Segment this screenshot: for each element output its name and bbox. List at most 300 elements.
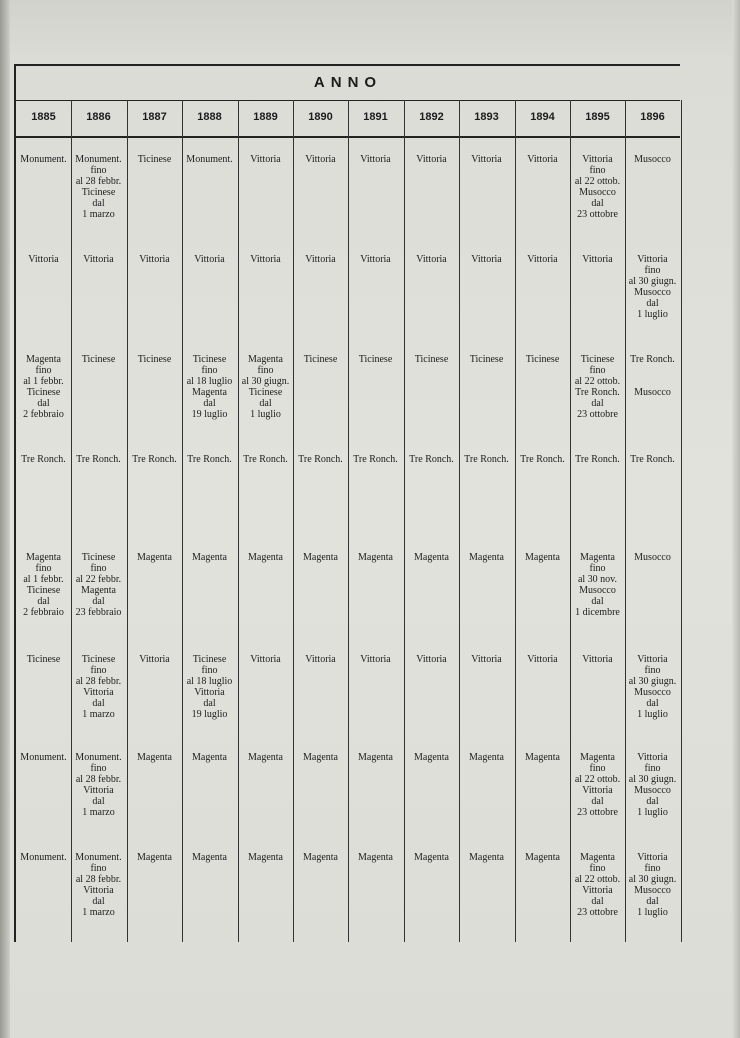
cell-line: dal [92, 596, 105, 607]
cell-line: Ticinese [137, 354, 172, 365]
table-cell [515, 552, 570, 563]
cell-line: Magenta [469, 852, 504, 863]
table-cell [238, 654, 293, 665]
cell-line: fino [589, 365, 606, 376]
table-cell [16, 852, 71, 863]
cell-line: al 28 febbr. [75, 176, 122, 187]
cell-line: Vittoria [28, 254, 59, 265]
column-rule [348, 100, 349, 942]
table-cell [127, 454, 182, 465]
cell-line: dal [259, 398, 272, 409]
cell-line: dal [646, 896, 659, 907]
cell-line: Vittoria [582, 785, 613, 796]
cell-line: Vittoria [471, 254, 502, 265]
cell-line: Magenta [469, 552, 504, 563]
cell-line: Tre Ronch. [630, 354, 675, 365]
cell-line: Ticinese [358, 354, 393, 365]
cell-line: Musocco [634, 885, 671, 896]
cell-line: Magenta [248, 752, 283, 763]
cell-line: dal [591, 398, 604, 409]
cell-line [625, 365, 680, 376]
cell-line: Magenta [192, 852, 227, 863]
table-cell [459, 454, 514, 465]
table-cell [71, 154, 126, 220]
cell-line: 19 luglio [191, 409, 228, 420]
cell-line: dal [92, 896, 105, 907]
table-cell [127, 654, 182, 665]
cell-line: dal [591, 198, 604, 209]
cell-line: fino [589, 763, 606, 774]
cell-line: Magenta [192, 752, 227, 763]
cell-line: al 28 febbr. [75, 874, 122, 885]
table-cell [625, 852, 680, 918]
year-header: 1886 [86, 111, 111, 123]
table-cell [348, 852, 403, 863]
cell-line: Tre Ronch. [520, 454, 565, 465]
table-cell [293, 454, 348, 465]
table-cell [293, 254, 348, 265]
table-cell [625, 552, 680, 563]
column-rule [515, 100, 516, 942]
table-cell [127, 552, 182, 563]
cell-line: 19 luglio [191, 709, 228, 720]
cell-line: Ticinese [26, 654, 61, 665]
cell-line: Magenta [137, 752, 172, 763]
cell-line: al 30 giugn. [628, 774, 677, 785]
cell-line: Vittoria [527, 654, 558, 665]
column-rule [681, 100, 682, 942]
table-cell [348, 752, 403, 763]
cell-line: al 28 febbr. [75, 676, 122, 687]
table-cell [570, 852, 625, 918]
cell-line: Magenta [358, 552, 393, 563]
cell-line: Vittoria [637, 254, 668, 265]
year-header: 1893 [474, 111, 499, 123]
column-rule [404, 100, 405, 942]
cell-line: Vittoria [139, 654, 170, 665]
cell-line: 1 dicembre [575, 607, 620, 618]
cell-line: Vittoria [527, 154, 558, 165]
table-cell [238, 552, 293, 563]
cell-line: fino [90, 563, 107, 574]
cell-line: Monument. [186, 154, 233, 165]
cell-line: 1 marzo [82, 907, 115, 918]
cell-line: dal [646, 698, 659, 709]
table-cell [459, 752, 514, 763]
table-title: ANNO [313, 74, 383, 91]
cell-line: Vittoria [83, 785, 114, 796]
cell-line: Ticinese [192, 654, 227, 665]
cell-line: Magenta [248, 852, 283, 863]
cell-line: Vittoria [305, 254, 336, 265]
cell-line: Musocco [634, 287, 671, 298]
cell-line: dal [203, 698, 216, 709]
cell-line: Magenta [414, 552, 449, 563]
cell-line: 23 ottobre [577, 409, 618, 420]
cell-line: Vittoria [305, 654, 336, 665]
table-cell [459, 154, 514, 165]
table-cell [404, 552, 459, 563]
cell-line: Vittoria [250, 254, 281, 265]
cell-line: fino [257, 365, 274, 376]
cell-line: fino [90, 165, 107, 176]
cell-line: Monument. [75, 752, 122, 763]
cell-line: Monument. [20, 752, 67, 763]
page-edge-left [0, 0, 10, 1038]
cell-line: Magenta [248, 552, 283, 563]
cell-line: fino [644, 665, 661, 676]
cell-line: 1 luglio [637, 907, 668, 918]
cell-line: Ticinese [81, 354, 116, 365]
cell-line: fino [589, 165, 606, 176]
cell-line: dal [646, 298, 659, 309]
cell-line: dal [203, 398, 216, 409]
table-cell [293, 354, 348, 365]
cell-line: 23 febbraio [75, 607, 122, 618]
cell-line: dal [591, 896, 604, 907]
cell-line: al 18 luglio [186, 676, 233, 687]
table-cell [570, 254, 625, 265]
table-cell [238, 354, 293, 420]
cell-line [625, 376, 680, 387]
table-top-rule [16, 64, 680, 66]
cell-line: 23 ottobre [577, 209, 618, 220]
cell-line: fino [589, 863, 606, 874]
cell-line: Vittoria [83, 254, 114, 265]
table-cell [625, 654, 680, 720]
table-cell [293, 552, 348, 563]
cell-line: Tre Ronch. [298, 454, 343, 465]
cell-line: fino [644, 763, 661, 774]
table-cell [625, 154, 680, 165]
year-header: 1896 [640, 111, 665, 123]
table-cell [404, 254, 459, 265]
cell-line: 1 luglio [637, 309, 668, 320]
table-cell [459, 354, 514, 365]
cell-line: Magenta [192, 552, 227, 563]
table-cell [127, 254, 182, 265]
cell-line: Vittoria [471, 154, 502, 165]
table-cell [182, 454, 237, 465]
cell-line: Musocco [634, 154, 671, 165]
cell-line: 1 marzo [82, 209, 115, 220]
column-rule [182, 100, 183, 942]
cell-line: 1 marzo [82, 807, 115, 818]
cell-line: Vittoria [194, 254, 225, 265]
anno-table [14, 64, 680, 942]
table-cell [625, 752, 680, 818]
table-cell [71, 654, 126, 720]
year-header: 1887 [142, 111, 167, 123]
cell-line: Ticinese [81, 552, 116, 563]
cell-line: Ticinese [580, 354, 615, 365]
year-header: 1890 [308, 111, 333, 123]
table-cell [348, 454, 403, 465]
cell-line: Vittoria [416, 254, 447, 265]
cell-line: Vittoria [83, 687, 114, 698]
cell-line: Tre Ronch. [575, 387, 620, 398]
cell-line: fino [90, 863, 107, 874]
cell-line: Magenta [414, 852, 449, 863]
table-cell [515, 852, 570, 863]
table-cell [293, 852, 348, 863]
table-cell [515, 154, 570, 165]
cell-line: 1 luglio [250, 409, 281, 420]
table-cell [238, 254, 293, 265]
cell-line: Vittoria [582, 654, 613, 665]
cell-line: Ticinese [192, 354, 227, 365]
table-cell [404, 752, 459, 763]
cell-line: al 30 giugn. [628, 276, 677, 287]
table-cell [127, 354, 182, 365]
cell-line: Monument. [75, 154, 122, 165]
cell-line: al 30 nov. [577, 574, 618, 585]
cell-line: Monument. [75, 852, 122, 863]
cell-line: Vittoria [360, 154, 391, 165]
year-header: 1892 [419, 111, 444, 123]
table-cell [570, 154, 625, 220]
cell-line: Tre Ronch. [21, 454, 66, 465]
table-cell [348, 254, 403, 265]
table-cell [127, 154, 182, 165]
cell-line: al 22 ottob. [574, 376, 621, 387]
cell-line: Magenta [137, 552, 172, 563]
column-rule [459, 100, 460, 942]
cell-line: Ticinese [303, 354, 338, 365]
cell-line: fino [644, 863, 661, 874]
table-cell [459, 552, 514, 563]
table-cell [16, 254, 71, 265]
table-cell [71, 852, 126, 918]
cell-line: Musocco [634, 785, 671, 796]
cell-line: Magenta [580, 752, 615, 763]
page-edge-right [732, 0, 740, 1038]
year-header: 1888 [197, 111, 222, 123]
cell-line: Tre Ronch. [409, 454, 454, 465]
cell-line: Tre Ronch. [630, 454, 675, 465]
cell-line: Magenta [192, 387, 227, 398]
year-header: 1891 [363, 111, 388, 123]
table-cell [238, 454, 293, 465]
cell-line: Magenta [26, 552, 61, 563]
cell-line: al 22 ottob. [574, 774, 621, 785]
table-cell [570, 354, 625, 420]
cell-line: dal [92, 198, 105, 209]
column-rule [238, 100, 239, 942]
table-cell [71, 752, 126, 818]
cell-line: Magenta [248, 354, 283, 365]
cell-line: al 18 luglio [186, 376, 233, 387]
cell-line: Vittoria [250, 154, 281, 165]
table-cell [515, 654, 570, 665]
table-cell [293, 752, 348, 763]
column-rule [127, 100, 128, 942]
cell-line: fino [35, 563, 52, 574]
cell-line: Magenta [303, 552, 338, 563]
cell-line: al 22 ottob. [574, 874, 621, 885]
cell-line: Ticinese [137, 154, 172, 165]
table-cell [238, 852, 293, 863]
table-cell [404, 852, 459, 863]
table-cell [459, 654, 514, 665]
table-cell [16, 552, 71, 618]
cell-line: Vittoria [250, 654, 281, 665]
cell-line: Magenta [580, 552, 615, 563]
cell-line: Vittoria [360, 254, 391, 265]
cell-line: Musocco [634, 552, 671, 563]
cell-line: Musocco [579, 187, 616, 198]
cell-line: Magenta [81, 585, 116, 596]
cell-line: Vittoria [471, 654, 502, 665]
table-cell [16, 654, 71, 665]
cell-line: Magenta [26, 354, 61, 365]
year-header: 1895 [585, 111, 610, 123]
table-cell [182, 552, 237, 563]
cell-line: fino [589, 563, 606, 574]
cell-line: al 22 ottob. [574, 176, 621, 187]
table-cell [404, 154, 459, 165]
cell-line: al 22 febbr. [75, 574, 122, 585]
table-cell [404, 354, 459, 365]
table-cell [404, 654, 459, 665]
cell-line: Ticinese [469, 354, 504, 365]
cell-line: Ticinese [26, 387, 61, 398]
cell-line: Magenta [358, 852, 393, 863]
cell-line: Vittoria [416, 154, 447, 165]
cell-line: Monument. [20, 852, 67, 863]
cell-line: al 1 febbr. [23, 376, 64, 387]
table-cell [127, 752, 182, 763]
cell-line: Musocco [634, 387, 671, 398]
cell-line: dal [591, 796, 604, 807]
table-cell [127, 852, 182, 863]
table-cell [293, 154, 348, 165]
cell-line: al 30 giugn. [628, 676, 677, 687]
cell-line: Tre Ronch. [575, 454, 620, 465]
cell-line: Magenta [303, 852, 338, 863]
table-cell [515, 254, 570, 265]
table-cell [515, 454, 570, 465]
cell-line: Monument. [20, 154, 67, 165]
table-cell [348, 354, 403, 365]
table-cell [16, 354, 71, 420]
cell-line: Magenta [525, 752, 560, 763]
cell-line: fino [35, 365, 52, 376]
table-cell [182, 354, 237, 420]
cell-line: Musocco [579, 585, 616, 596]
cell-line: Ticinese [248, 387, 283, 398]
cell-line: Vittoria [637, 752, 668, 763]
cell-line: Tre Ronch. [132, 454, 177, 465]
table-cell [182, 654, 237, 720]
table-cell [459, 852, 514, 863]
table-cell [293, 654, 348, 665]
table-cell [16, 752, 71, 763]
cell-line: 1 marzo [82, 709, 115, 720]
table-cell [71, 354, 126, 365]
table-cell [238, 752, 293, 763]
year-header: 1885 [31, 111, 56, 123]
table-cell [515, 752, 570, 763]
table-cell [182, 154, 237, 165]
table-cell [404, 454, 459, 465]
cell-line: Ticinese [525, 354, 560, 365]
cell-line: al 1 febbr. [23, 574, 64, 585]
cell-line: Vittoria [139, 254, 170, 265]
column-rule [293, 100, 294, 942]
cell-line: fino [201, 665, 218, 676]
cell-line: al 30 giugn. [241, 376, 290, 387]
cell-line: Ticinese [414, 354, 449, 365]
cell-line: Tre Ronch. [353, 454, 398, 465]
cell-line: al 30 giugn. [628, 874, 677, 885]
table-cell [625, 354, 680, 398]
cell-line: dal [37, 596, 50, 607]
cell-line: Tre Ronch. [187, 454, 232, 465]
cell-line: Vittoria [637, 852, 668, 863]
cell-line: Tre Ronch. [243, 454, 288, 465]
table-cell [238, 154, 293, 165]
table-cell [515, 354, 570, 365]
cell-line: Magenta [137, 852, 172, 863]
cell-line: fino [90, 763, 107, 774]
cell-line: Magenta [358, 752, 393, 763]
cell-line: 2 febbraio [23, 607, 64, 618]
cell-line: Vittoria [416, 654, 447, 665]
cell-line: fino [644, 265, 661, 276]
cell-line: Tre Ronch. [76, 454, 121, 465]
table-cell [71, 454, 126, 465]
cell-line: Ticinese [26, 585, 61, 596]
cell-line: Vittoria [637, 654, 668, 665]
cell-line: Vittoria [582, 254, 613, 265]
table-cell [570, 752, 625, 818]
cell-line: dal [92, 796, 105, 807]
cell-line: 1 luglio [637, 807, 668, 818]
cell-line: fino [90, 665, 107, 676]
table-cell [182, 852, 237, 863]
table-cell [625, 254, 680, 320]
cell-line: Vittoria [582, 885, 613, 896]
cell-line: Magenta [525, 852, 560, 863]
cell-line: Ticinese [81, 187, 116, 198]
cell-line: 1 luglio [637, 709, 668, 720]
table-cell [348, 654, 403, 665]
table-cell [570, 454, 625, 465]
table-cell [625, 454, 680, 465]
cell-line: Vittoria [83, 885, 114, 896]
table-cell [570, 654, 625, 665]
cell-line: Magenta [525, 552, 560, 563]
cell-line: 23 ottobre [577, 807, 618, 818]
cell-line: dal [92, 698, 105, 709]
cell-line: Vittoria [305, 154, 336, 165]
cell-line: Vittoria [527, 254, 558, 265]
table-cell [71, 254, 126, 265]
year-header: 1889 [253, 111, 278, 123]
cell-line: Vittoria [360, 654, 391, 665]
table-cell [459, 254, 514, 265]
table-cell [182, 254, 237, 265]
cell-line: Magenta [414, 752, 449, 763]
cell-line: Magenta [580, 852, 615, 863]
table-cell [348, 154, 403, 165]
cell-line: Ticinese [81, 654, 116, 665]
cell-line: 2 febbraio [23, 409, 64, 420]
cell-line: fino [201, 365, 218, 376]
cell-line: Vittoria [582, 154, 613, 165]
cell-line: Musocco [634, 687, 671, 698]
